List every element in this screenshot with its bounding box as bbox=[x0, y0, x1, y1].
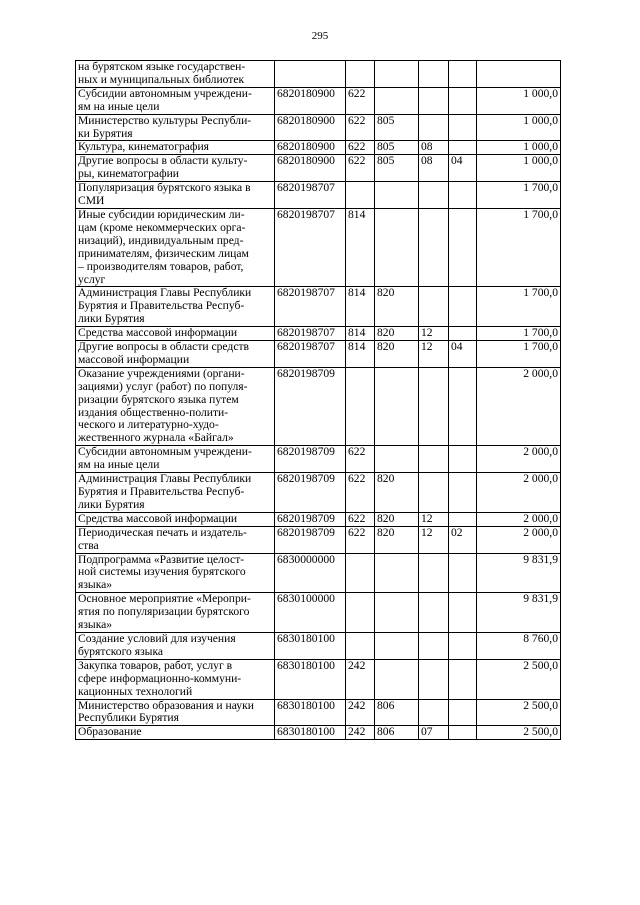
section-cell: 12 bbox=[419, 526, 449, 553]
row-name-line: кационных технологий bbox=[78, 684, 193, 698]
administrator-cell bbox=[375, 87, 419, 114]
table-row bbox=[76, 367, 561, 445]
section-cell: 12 bbox=[419, 327, 449, 341]
row-name-cell bbox=[76, 87, 275, 114]
target-article-cell: 6820198709 bbox=[275, 367, 346, 445]
target-article-cell: 6830180100 bbox=[275, 726, 346, 740]
amount-cell bbox=[477, 61, 561, 88]
row-name-line: цам (кроме некоммерческих орга- bbox=[78, 220, 246, 234]
table-row bbox=[76, 659, 561, 699]
table-row bbox=[76, 446, 561, 473]
administrator-cell: 820 bbox=[375, 526, 419, 553]
table-row bbox=[76, 593, 561, 633]
target-article-cell: 6820198707 bbox=[275, 341, 346, 368]
row-name-cell bbox=[76, 155, 275, 182]
row-name-line: Закупка товаров, работ, услуг в bbox=[78, 658, 233, 672]
administrator-cell: 820 bbox=[375, 473, 419, 513]
row-name-line: низаций), индивидуальным пред- bbox=[78, 233, 244, 247]
target-article-cell: 6820198709 bbox=[275, 446, 346, 473]
table-row bbox=[76, 699, 561, 726]
row-name-line: издания общественно-полити- bbox=[78, 405, 229, 419]
section-cell bbox=[419, 208, 449, 286]
section-cell bbox=[419, 553, 449, 593]
amount-cell: 1 700,0 bbox=[477, 287, 561, 327]
table-row bbox=[76, 155, 561, 182]
row-name-line: жественного журнала «Байгал» bbox=[78, 431, 234, 445]
target-article-cell: 6820198707 bbox=[275, 327, 346, 341]
row-name-cell bbox=[76, 182, 275, 209]
row-name-line: Бурятия и Правительства Респуб- bbox=[78, 299, 245, 313]
table-row bbox=[76, 553, 561, 593]
amount-cell: 2 000,0 bbox=[477, 526, 561, 553]
row-name-cell bbox=[76, 208, 275, 286]
subsection-cell bbox=[449, 512, 477, 526]
subsection-cell bbox=[449, 699, 477, 726]
expense-type-cell: 622 bbox=[346, 446, 375, 473]
expense-type-cell: 814 bbox=[346, 341, 375, 368]
table-row bbox=[76, 61, 561, 88]
row-name-line: Министерство образования и науки bbox=[78, 698, 254, 712]
amount-cell: 9 831,9 bbox=[477, 553, 561, 593]
row-name-cell bbox=[76, 699, 275, 726]
section-cell bbox=[419, 473, 449, 513]
row-name-cell bbox=[76, 473, 275, 513]
row-name-cell bbox=[76, 327, 275, 341]
row-name-line: ям на иные цели bbox=[78, 458, 160, 472]
expense-type-cell: 242 bbox=[346, 726, 375, 740]
expense-type-cell bbox=[346, 632, 375, 659]
section-cell bbox=[419, 446, 449, 473]
row-name-line: Республики Бурятия bbox=[78, 711, 179, 725]
row-name-cell bbox=[76, 287, 275, 327]
row-name-line: Министерство культуры Республи- bbox=[78, 113, 252, 127]
amount-cell: 1 700,0 bbox=[477, 208, 561, 286]
budget-table bbox=[75, 60, 561, 740]
expense-type-cell: 622 bbox=[346, 512, 375, 526]
administrator-cell bbox=[375, 182, 419, 209]
subsection-cell bbox=[449, 287, 477, 327]
amount-cell: 1 700,0 bbox=[477, 327, 561, 341]
administrator-cell bbox=[375, 61, 419, 88]
row-name-line: Средства массовой информации bbox=[78, 511, 238, 525]
administrator-cell: 820 bbox=[375, 341, 419, 368]
table-row bbox=[76, 327, 561, 341]
budget-table-body bbox=[76, 61, 561, 740]
section-cell bbox=[419, 699, 449, 726]
row-name-cell bbox=[76, 446, 275, 473]
table-row bbox=[76, 114, 561, 141]
subsection-cell bbox=[449, 632, 477, 659]
row-name-cell bbox=[76, 367, 275, 445]
row-name-line: Другие вопросы в области культу- bbox=[78, 154, 248, 168]
row-name-line: бурятского языка bbox=[78, 644, 164, 658]
administrator-cell: 805 bbox=[375, 155, 419, 182]
section-cell bbox=[419, 61, 449, 88]
administrator-cell bbox=[375, 593, 419, 633]
amount-cell: 9 831,9 bbox=[477, 593, 561, 633]
administrator-cell bbox=[375, 446, 419, 473]
administrator-cell bbox=[375, 208, 419, 286]
amount-cell: 1 700,0 bbox=[477, 341, 561, 368]
row-name-cell bbox=[76, 141, 275, 155]
table-row bbox=[76, 87, 561, 114]
row-name-line: на бурятском языке государствен- bbox=[78, 60, 246, 73]
table-row bbox=[76, 182, 561, 209]
amount-cell: 1 000,0 bbox=[477, 155, 561, 182]
expense-type-cell: 622 bbox=[346, 473, 375, 513]
row-name-line: Периодическая печать и издатель- bbox=[78, 525, 247, 539]
subsection-cell bbox=[449, 141, 477, 155]
administrator-cell: 806 bbox=[375, 699, 419, 726]
amount-cell: 1 000,0 bbox=[477, 87, 561, 114]
section-cell bbox=[419, 114, 449, 141]
subsection-cell bbox=[449, 593, 477, 633]
row-name-line: Подпрограмма «Развитие целост- bbox=[78, 552, 245, 566]
expense-type-cell bbox=[346, 593, 375, 633]
row-name-line: ятия по популяризации бурятского bbox=[78, 605, 250, 619]
target-article-cell bbox=[275, 61, 346, 88]
amount-cell: 1 000,0 bbox=[477, 114, 561, 141]
expense-type-cell: 622 bbox=[346, 526, 375, 553]
row-name-cell bbox=[76, 632, 275, 659]
target-article-cell: 6820198707 bbox=[275, 208, 346, 286]
subsection-cell bbox=[449, 61, 477, 88]
amount-cell: 1 000,0 bbox=[477, 141, 561, 155]
row-name-line: ризации бурятского языка путем bbox=[78, 392, 239, 406]
row-name-cell bbox=[76, 341, 275, 368]
section-cell bbox=[419, 182, 449, 209]
target-article-cell: 6820180900 bbox=[275, 141, 346, 155]
row-name-line: Основное мероприятие «Меропри- bbox=[78, 592, 251, 606]
row-name-line: Субсидии автономным учреждени- bbox=[78, 445, 252, 459]
row-name-line: ства bbox=[78, 538, 99, 552]
section-cell bbox=[419, 287, 449, 327]
row-name-line: языка» bbox=[78, 578, 113, 592]
row-name-line: Другие вопросы в области средств bbox=[78, 340, 250, 354]
expense-type-cell: 814 bbox=[346, 327, 375, 341]
row-name-line: ки Бурятия bbox=[78, 126, 133, 140]
administrator-cell: 820 bbox=[375, 512, 419, 526]
administrator-cell bbox=[375, 367, 419, 445]
target-article-cell: 6820198707 bbox=[275, 287, 346, 327]
row-name-line: Администрация Главы Республики bbox=[78, 472, 252, 486]
amount-cell: 2 500,0 bbox=[477, 659, 561, 699]
target-article-cell: 6830180100 bbox=[275, 699, 346, 726]
expense-type-cell bbox=[346, 367, 375, 445]
amount-cell: 2 500,0 bbox=[477, 726, 561, 740]
row-name-cell bbox=[76, 726, 275, 740]
amount-cell: 2 000,0 bbox=[477, 512, 561, 526]
table-row bbox=[76, 512, 561, 526]
row-name-line: Иные субсидии юридическим ли- bbox=[78, 207, 245, 221]
section-cell: 08 bbox=[419, 155, 449, 182]
target-article-cell: 6820180900 bbox=[275, 114, 346, 141]
row-name-line: – производителям товаров, работ, bbox=[78, 259, 244, 273]
subsection-cell bbox=[449, 114, 477, 141]
row-name-line: Оказание учреждениями (органи- bbox=[78, 366, 245, 380]
subsection-cell bbox=[449, 446, 477, 473]
section-cell bbox=[419, 367, 449, 445]
row-name-line: сфере информационно-коммуни- bbox=[78, 671, 242, 685]
subsection-cell bbox=[449, 87, 477, 114]
row-name-line: языка» bbox=[78, 618, 113, 632]
expense-type-cell: 242 bbox=[346, 659, 375, 699]
subsection-cell bbox=[449, 367, 477, 445]
expense-type-cell bbox=[346, 553, 375, 593]
row-name-cell bbox=[76, 593, 275, 633]
expense-type-cell: 814 bbox=[346, 287, 375, 327]
row-name-line: Образование bbox=[78, 725, 142, 739]
row-name-line: ной системы изучения бурятского bbox=[78, 565, 246, 579]
table-row bbox=[76, 208, 561, 286]
row-name-line: услуг bbox=[78, 272, 106, 286]
row-name-line: лики Бурятия bbox=[78, 497, 145, 511]
row-name-line: Бурятия и Правительства Респуб- bbox=[78, 485, 245, 498]
subsection-cell: 02 bbox=[449, 526, 477, 553]
subsection-cell bbox=[449, 473, 477, 513]
amount-cell: 2 000,0 bbox=[477, 446, 561, 473]
administrator-cell: 806 bbox=[375, 726, 419, 740]
target-article-cell: 6820198709 bbox=[275, 512, 346, 526]
table-row bbox=[76, 341, 561, 368]
table-row bbox=[76, 726, 561, 740]
row-name-line: ры, кинематографии bbox=[78, 167, 180, 181]
expense-type-cell: 242 bbox=[346, 699, 375, 726]
row-name-cell bbox=[76, 114, 275, 141]
row-name-line: принимателям, физическим лицам bbox=[78, 246, 249, 260]
amount-cell: 2 500,0 bbox=[477, 699, 561, 726]
row-name-line: ям на иные цели bbox=[78, 99, 160, 113]
section-cell bbox=[419, 87, 449, 114]
table-row bbox=[76, 141, 561, 155]
target-article-cell: 6830180100 bbox=[275, 632, 346, 659]
section-cell: 12 bbox=[419, 512, 449, 526]
section-cell bbox=[419, 632, 449, 659]
amount-cell: 2 000,0 bbox=[477, 473, 561, 513]
section-cell: 08 bbox=[419, 141, 449, 155]
administrator-cell bbox=[375, 659, 419, 699]
subsection-cell bbox=[449, 327, 477, 341]
section-cell: 07 bbox=[419, 726, 449, 740]
target-article-cell: 6820180900 bbox=[275, 87, 346, 114]
subsection-cell bbox=[449, 553, 477, 593]
amount-cell: 2 000,0 bbox=[477, 367, 561, 445]
expense-type-cell: 622 bbox=[346, 141, 375, 155]
target-article-cell: 6830100000 bbox=[275, 593, 346, 633]
table-row bbox=[76, 526, 561, 553]
expense-type-cell bbox=[346, 182, 375, 209]
table-row bbox=[76, 287, 561, 327]
subsection-cell bbox=[449, 659, 477, 699]
target-article-cell: 6830000000 bbox=[275, 553, 346, 593]
amount-cell: 1 700,0 bbox=[477, 182, 561, 209]
row-name-line: лики Бурятия bbox=[78, 312, 145, 326]
subsection-cell: 04 bbox=[449, 341, 477, 368]
table-row bbox=[76, 473, 561, 513]
administrator-cell: 820 bbox=[375, 327, 419, 341]
page-number: 295 bbox=[311, 30, 329, 42]
row-name-line: Средства массовой информации bbox=[78, 326, 238, 340]
target-article-cell: 6820180900 bbox=[275, 155, 346, 182]
row-name-line: ных и муниципальных библиотек bbox=[78, 72, 245, 86]
subsection-cell bbox=[449, 182, 477, 209]
table-row bbox=[76, 632, 561, 659]
row-name-cell bbox=[76, 61, 275, 88]
expense-type-cell: 622 bbox=[346, 87, 375, 114]
expense-type-cell bbox=[346, 61, 375, 88]
administrator-cell: 820 bbox=[375, 287, 419, 327]
target-article-cell: 6820198709 bbox=[275, 526, 346, 553]
row-name-line: зациями) услуг (работ) по популя- bbox=[78, 379, 248, 393]
amount-cell: 8 760,0 bbox=[477, 632, 561, 659]
target-article-cell: 6830180100 bbox=[275, 659, 346, 699]
row-name-cell bbox=[76, 659, 275, 699]
row-name-cell bbox=[76, 553, 275, 593]
target-article-cell: 6820198707 bbox=[275, 182, 346, 209]
administrator-cell: 805 bbox=[375, 114, 419, 141]
row-name-line: массовой информации bbox=[78, 352, 190, 366]
row-name-line: Субсидии автономным учреждени- bbox=[78, 86, 252, 100]
row-name-line: ческого и литературно-худо- bbox=[78, 418, 219, 432]
subsection-cell: 04 bbox=[449, 155, 477, 182]
row-name-line: Создание условий для изучения bbox=[78, 631, 236, 645]
administrator-cell: 805 bbox=[375, 141, 419, 155]
row-name-line: Культура, кинематография bbox=[78, 140, 209, 154]
row-name-line: Популяризация бурятского языка в bbox=[78, 181, 251, 195]
row-name-cell bbox=[76, 526, 275, 553]
subsection-cell bbox=[449, 726, 477, 740]
administrator-cell bbox=[375, 632, 419, 659]
expense-type-cell: 814 bbox=[346, 208, 375, 286]
target-article-cell: 6820198709 bbox=[275, 473, 346, 513]
row-name-line: Администрация Главы Республики bbox=[78, 286, 252, 300]
row-name-line: СМИ bbox=[78, 194, 105, 208]
expense-type-cell: 622 bbox=[346, 155, 375, 182]
administrator-cell bbox=[375, 553, 419, 593]
section-cell bbox=[419, 659, 449, 699]
row-name-cell bbox=[76, 512, 275, 526]
expense-type-cell: 622 bbox=[346, 114, 375, 141]
subsection-cell bbox=[449, 208, 477, 286]
section-cell: 12 bbox=[419, 341, 449, 368]
section-cell bbox=[419, 593, 449, 633]
